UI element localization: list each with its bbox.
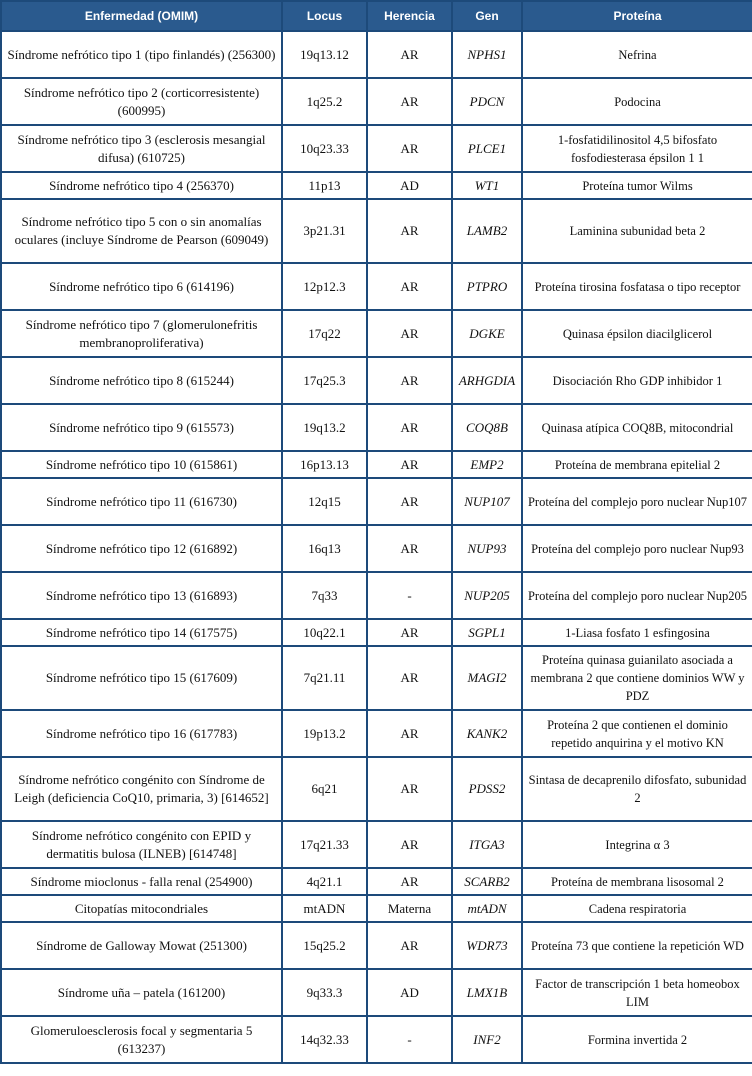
inheritance-cell: AR	[367, 757, 452, 821]
protein-cell: Quinasa épsilon diacilglicerol	[522, 310, 752, 357]
inheritance-cell: AR	[367, 646, 452, 710]
disease-cell: Síndrome nefrótico tipo 1 (tipo finlandés) (256300)	[1, 31, 282, 78]
protein-cell: Proteína 73 que contiene la repetición WD	[522, 922, 752, 969]
locus-cell: 19p13.2	[282, 710, 367, 757]
gene-cell: LMX1B	[452, 969, 522, 1016]
locus-cell: 10q22.1	[282, 619, 367, 646]
protein-cell: Proteína de membrana epitelial 2	[522, 451, 752, 478]
locus-cell: 1q25.2	[282, 78, 367, 125]
table-row	[1, 710, 752, 757]
table-row	[1, 572, 752, 619]
disease-cell: Síndrome nefrótico tipo 4 (256370)	[1, 172, 282, 199]
locus-cell: 16q13	[282, 525, 367, 572]
locus-cell: 17q22	[282, 310, 367, 357]
table-row	[1, 525, 752, 572]
table-row	[1, 451, 752, 478]
header-disease: Enfermedad (OMIM)	[1, 1, 282, 31]
protein-cell: Proteína del complejo poro nuclear Nup93	[522, 525, 752, 572]
gene-cell: PTPRO	[452, 263, 522, 310]
table-row	[1, 922, 752, 969]
locus-cell: 17q25.3	[282, 357, 367, 404]
locus-cell: 14q32.33	[282, 1016, 367, 1063]
gene-cell: NUP205	[452, 572, 522, 619]
locus-cell: 4q21.1	[282, 868, 367, 895]
protein-cell: Proteína del complejo poro nuclear Nup205	[522, 572, 752, 619]
locus-cell: 15q25.2	[282, 922, 367, 969]
table-row	[1, 895, 752, 922]
inheritance-cell: AR	[367, 310, 452, 357]
table-row	[1, 646, 752, 710]
inheritance-cell: AR	[367, 78, 452, 125]
gene-cell: MAGI2	[452, 646, 522, 710]
table-row	[1, 310, 752, 357]
gene-cell: KANK2	[452, 710, 522, 757]
disease-cell: Síndrome nefrótico tipo 10 (615861)	[1, 451, 282, 478]
protein-cell: Podocina	[522, 78, 752, 125]
protein-cell: 1-fosfatidilinositol 4,5 bifosfato fosfodiesterasa épsilon 1 1	[522, 125, 752, 172]
gene-cell: SGPL1	[452, 619, 522, 646]
protein-cell: Proteína de membrana lisosomal 2	[522, 868, 752, 895]
gene-cell: DGKE	[452, 310, 522, 357]
table-row	[1, 199, 752, 263]
inheritance-cell: AR	[367, 922, 452, 969]
protein-cell: Formina invertida 2	[522, 1016, 752, 1063]
gene-cell: PDSS2	[452, 757, 522, 821]
disease-cell: Síndrome nefrótico tipo 16 (617783)	[1, 710, 282, 757]
disease-cell: Síndrome nefrótico tipo 11 (616730)	[1, 478, 282, 525]
gene-cell: COQ8B	[452, 404, 522, 451]
inheritance-cell: AR	[367, 199, 452, 263]
protein-cell: Proteína tumor Wilms	[522, 172, 752, 199]
table-row	[1, 125, 752, 172]
protein-cell: Factor de transcripción 1 beta homeobox LIM	[522, 969, 752, 1016]
disease-cell: Síndrome nefrótico congénito con EPID y dermatitis bulosa (ILNEB) [614748]	[1, 821, 282, 868]
locus-cell: mtADN	[282, 895, 367, 922]
inheritance-cell: AR	[367, 525, 452, 572]
protein-cell: Quinasa atípica COQ8B, mitocondrial	[522, 404, 752, 451]
table-row	[1, 263, 752, 310]
gene-cell: EMP2	[452, 451, 522, 478]
gene-cell: NUP107	[452, 478, 522, 525]
table-row	[1, 619, 752, 646]
protein-cell: 1-Liasa fosfato 1 esfingosina	[522, 619, 752, 646]
inheritance-cell: AR	[367, 125, 452, 172]
inheritance-cell: AR	[367, 619, 452, 646]
gene-cell: WT1	[452, 172, 522, 199]
table-row	[1, 821, 752, 868]
protein-cell: Nefrina	[522, 31, 752, 78]
disease-cell: Síndrome nefrótico congénito con Síndrome de Leigh (deficiencia CoQ10, primaria, 3) [614652]	[1, 757, 282, 821]
protein-cell: Proteína 2 que contienen el dominio repetido anquirina y el motivo KN	[522, 710, 752, 757]
protein-cell: Proteína del complejo poro nuclear Nup107	[522, 478, 752, 525]
header-inheritance: Herencia	[367, 1, 452, 31]
gene-cell: PDCN	[452, 78, 522, 125]
protein-cell: Proteína tirosina fosfatasa o tipo receptor	[522, 263, 752, 310]
gene-cell: NUP93	[452, 525, 522, 572]
inheritance-cell: AR	[367, 404, 452, 451]
locus-cell: 6q21	[282, 757, 367, 821]
protein-cell: Integrina α 3	[522, 821, 752, 868]
inheritance-cell: -	[367, 1016, 452, 1063]
inheritance-cell: AR	[367, 478, 452, 525]
locus-cell: 17q21.33	[282, 821, 367, 868]
disease-cell: Síndrome nefrótico tipo 13 (616893)	[1, 572, 282, 619]
locus-cell: 12q15	[282, 478, 367, 525]
inheritance-cell: AR	[367, 821, 452, 868]
disease-cell: Síndrome nefrótico tipo 15 (617609)	[1, 646, 282, 710]
inheritance-cell: Materna	[367, 895, 452, 922]
disease-cell: Síndrome de Galloway Mowat (251300)	[1, 922, 282, 969]
locus-cell: 19q13.12	[282, 31, 367, 78]
table-row	[1, 78, 752, 125]
gene-cell: INF2	[452, 1016, 522, 1063]
locus-cell: 19q13.2	[282, 404, 367, 451]
locus-cell: 11p13	[282, 172, 367, 199]
inheritance-cell: AR	[367, 31, 452, 78]
gene-cell: ARHGDIA	[452, 357, 522, 404]
locus-cell: 12p12.3	[282, 263, 367, 310]
table-row	[1, 1016, 752, 1063]
disease-cell: Síndrome uña – patela (161200)	[1, 969, 282, 1016]
gene-cell: WDR73	[452, 922, 522, 969]
disease-cell: Síndrome mioclonus - falla renal (254900)	[1, 868, 282, 895]
disease-cell: Síndrome nefrótico tipo 6 (614196)	[1, 263, 282, 310]
header-row	[1, 1, 752, 31]
header-gene: Gen	[452, 1, 522, 31]
table-row	[1, 478, 752, 525]
protein-cell: Laminina subunidad beta 2	[522, 199, 752, 263]
protein-cell: Cadena respiratoria	[522, 895, 752, 922]
disease-cell: Síndrome nefrótico tipo 9 (615573)	[1, 404, 282, 451]
disease-cell: Síndrome nefrótico tipo 7 (glomerulonefritis membranoproliferativa)	[1, 310, 282, 357]
table-row	[1, 757, 752, 821]
locus-cell: 10q23.33	[282, 125, 367, 172]
inheritance-cell: AD	[367, 172, 452, 199]
disease-cell: Síndrome nefrótico tipo 12 (616892)	[1, 525, 282, 572]
disease-cell: Síndrome nefrótico tipo 3 (esclerosis mesangial difusa) (610725)	[1, 125, 282, 172]
locus-cell: 9q33.3	[282, 969, 367, 1016]
disease-cell: Síndrome nefrótico tipo 14 (617575)	[1, 619, 282, 646]
disease-cell: Síndrome nefrótico tipo 2 (corticorresistente) (600995)	[1, 78, 282, 125]
inheritance-cell: AD	[367, 969, 452, 1016]
table-row	[1, 868, 752, 895]
inheritance-cell: AR	[367, 357, 452, 404]
inheritance-cell: AR	[367, 451, 452, 478]
disease-cell: Síndrome nefrótico tipo 8 (615244)	[1, 357, 282, 404]
gene-cell: NPHS1	[452, 31, 522, 78]
table-row	[1, 31, 752, 78]
inheritance-cell: AR	[367, 710, 452, 757]
inheritance-cell: -	[367, 572, 452, 619]
header-locus: Locus	[282, 1, 367, 31]
disease-cell: Glomeruloesclerosis focal y segmentaria 5 (613237)	[1, 1016, 282, 1063]
locus-cell: 3p21.31	[282, 199, 367, 263]
inheritance-cell: AR	[367, 263, 452, 310]
table-row	[1, 404, 752, 451]
table-row	[1, 172, 752, 199]
header-protein: Proteína	[522, 1, 752, 31]
gene-cell: SCARB2	[452, 868, 522, 895]
disease-cell: Citopatías mitocondriales	[1, 895, 282, 922]
table-row	[1, 969, 752, 1016]
gene-cell: PLCE1	[452, 125, 522, 172]
table-row	[1, 357, 752, 404]
disease-cell: Síndrome nefrótico tipo 5 con o sin anomalías oculares (incluye Síndrome de Pearson (609049)	[1, 199, 282, 263]
protein-cell: Disociación Rho GDP inhibidor 1	[522, 357, 752, 404]
locus-cell: 7q33	[282, 572, 367, 619]
protein-cell: Sintasa de decaprenilo difosfato, subunidad 2	[522, 757, 752, 821]
inheritance-cell: AR	[367, 868, 452, 895]
locus-cell: 16p13.13	[282, 451, 367, 478]
locus-cell: 7q21.11	[282, 646, 367, 710]
protein-cell: Proteína quinasa guianilato asociada a membrana 2 que contiene dominios WW y PDZ	[522, 646, 752, 710]
gene-cell: ITGA3	[452, 821, 522, 868]
gene-cell: mtADN	[452, 895, 522, 922]
gene-cell: LAMB2	[452, 199, 522, 263]
